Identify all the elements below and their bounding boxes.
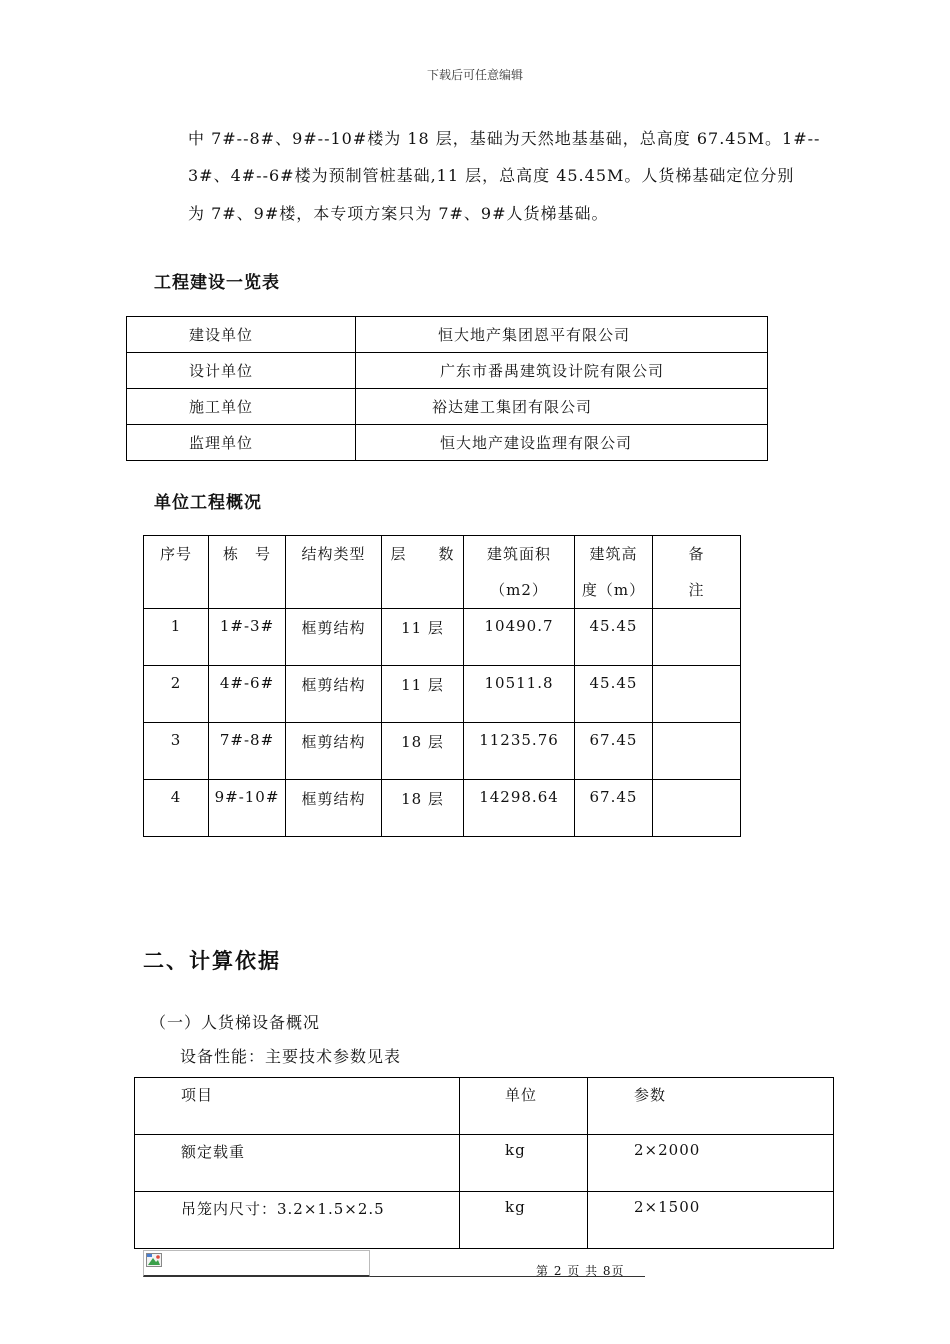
cell-height: 67.45	[575, 780, 653, 837]
cell-note	[653, 723, 741, 780]
table-header-row	[144, 536, 741, 609]
col-header-value: 参数	[588, 1078, 834, 1135]
units-table-title: 单位工程概况	[154, 493, 262, 513]
cell-building: 1#-3#	[209, 609, 286, 666]
col-header-height	[575, 536, 653, 609]
cell-height: 45.45	[575, 609, 653, 666]
cell-note	[653, 609, 741, 666]
col-header-area-line1: 建筑面积	[486, 545, 551, 563]
cell-height: 67.45	[575, 723, 653, 780]
construction-value: 裕达建工集团有限公司	[356, 389, 768, 425]
table-row	[127, 389, 768, 425]
cell-unit: kg	[460, 1192, 588, 1249]
equipment-performance-text: 设备性能：主要技术参数见表	[180, 1047, 402, 1066]
construction-value: 恒大地产建设监理有限公司	[356, 425, 768, 461]
cell-structure: 框剪结构	[286, 780, 382, 837]
construction-label: 监理单位	[127, 425, 356, 461]
col-header-note	[653, 536, 741, 609]
col-header-area	[464, 536, 575, 609]
construction-label: 施工单位	[127, 389, 356, 425]
col-header-seq: 序号	[144, 536, 209, 609]
cell-seq: 1	[144, 609, 209, 666]
page-header: 下载后可任意编辑	[426, 68, 523, 82]
cell-structure: 框剪结构	[286, 723, 382, 780]
construction-value: 恒大地产集团恩平有限公司	[356, 317, 768, 353]
cell-building: 7#-8#	[209, 723, 286, 780]
cell-area: 11235.76	[464, 723, 575, 780]
cell-note	[653, 780, 741, 837]
intro-line-2: 3#、4#--6#楼为预制管桩基础,11 层，总高度 45.45M。人货梯基础定位分别	[188, 166, 795, 185]
cell-floors: 18 层	[382, 723, 464, 780]
construction-label: 设计单位	[127, 353, 356, 389]
cell-value: 2×2000	[588, 1135, 834, 1192]
intro-line-3: 为 7#、9#楼，本专项方案只为 7#、9#人货梯基础。	[188, 204, 609, 223]
construction-label: 建设单位	[127, 317, 356, 353]
col-header-height-line1: 建筑高	[589, 545, 638, 563]
table-row	[127, 317, 768, 353]
section-2-heading: 二、计算依据	[143, 949, 281, 973]
col-header-area-line2: （m2）	[490, 581, 548, 599]
cell-unit: kg	[460, 1135, 588, 1192]
col-header-height-line2: 度（m）	[581, 581, 646, 599]
cell-area: 10511.8	[464, 666, 575, 723]
table-row	[144, 609, 741, 666]
construction-table-title: 工程建设一览表	[154, 273, 280, 293]
col-header-floors: 层 数	[382, 536, 464, 609]
table-row	[135, 1192, 834, 1249]
cell-height: 45.45	[575, 666, 653, 723]
units-table	[143, 535, 741, 837]
cell-area: 10490.7	[464, 609, 575, 666]
table-header-row	[135, 1078, 834, 1135]
cell-structure: 框剪结构	[286, 609, 382, 666]
cell-floors: 18 层	[382, 780, 464, 837]
cell-item: 额定载重	[135, 1135, 460, 1192]
col-header-structure: 结构类型	[286, 536, 382, 609]
col-header-item: 项目	[135, 1078, 460, 1135]
col-header-note-line2: 注	[688, 581, 705, 599]
cell-structure: 框剪结构	[286, 666, 382, 723]
table-row	[144, 666, 741, 723]
cell-area: 14298.64	[464, 780, 575, 837]
cell-building: 9#-10#	[209, 780, 286, 837]
cell-floors: 11 层	[382, 609, 464, 666]
table-row	[135, 1135, 834, 1192]
intro-line-1: 中 7#--8#、9#--10#楼为 18 层，基础为天然地基基础，总高度 67.45M。1#--	[188, 129, 821, 148]
cell-seq: 4	[144, 780, 209, 837]
footer-image-placeholder	[143, 1250, 370, 1277]
construction-value: 广东市番禺建筑设计院有限公司	[356, 353, 768, 389]
table-row	[144, 780, 741, 837]
cell-building: 4#-6#	[209, 666, 286, 723]
table-row	[127, 353, 768, 389]
construction-table	[126, 316, 768, 461]
cell-item: 吊笼内尺寸：3.2×1.5×2.5	[135, 1192, 460, 1249]
cell-floors: 11 层	[382, 666, 464, 723]
broken-image-icon	[146, 1253, 162, 1267]
col-header-note-line1: 备	[688, 545, 705, 563]
cell-note	[653, 666, 741, 723]
col-header-unit: 单位	[460, 1078, 588, 1135]
table-row	[127, 425, 768, 461]
cell-value: 2×1500	[588, 1192, 834, 1249]
col-header-building: 栋 号	[209, 536, 286, 609]
cell-seq: 3	[144, 723, 209, 780]
table-row	[144, 723, 741, 780]
parameters-table	[134, 1077, 834, 1249]
page-number: 第 2 页 共 8页	[536, 1264, 625, 1278]
section-2-subheading: （一）人货梯设备概况	[150, 1013, 321, 1032]
cell-seq: 2	[144, 666, 209, 723]
